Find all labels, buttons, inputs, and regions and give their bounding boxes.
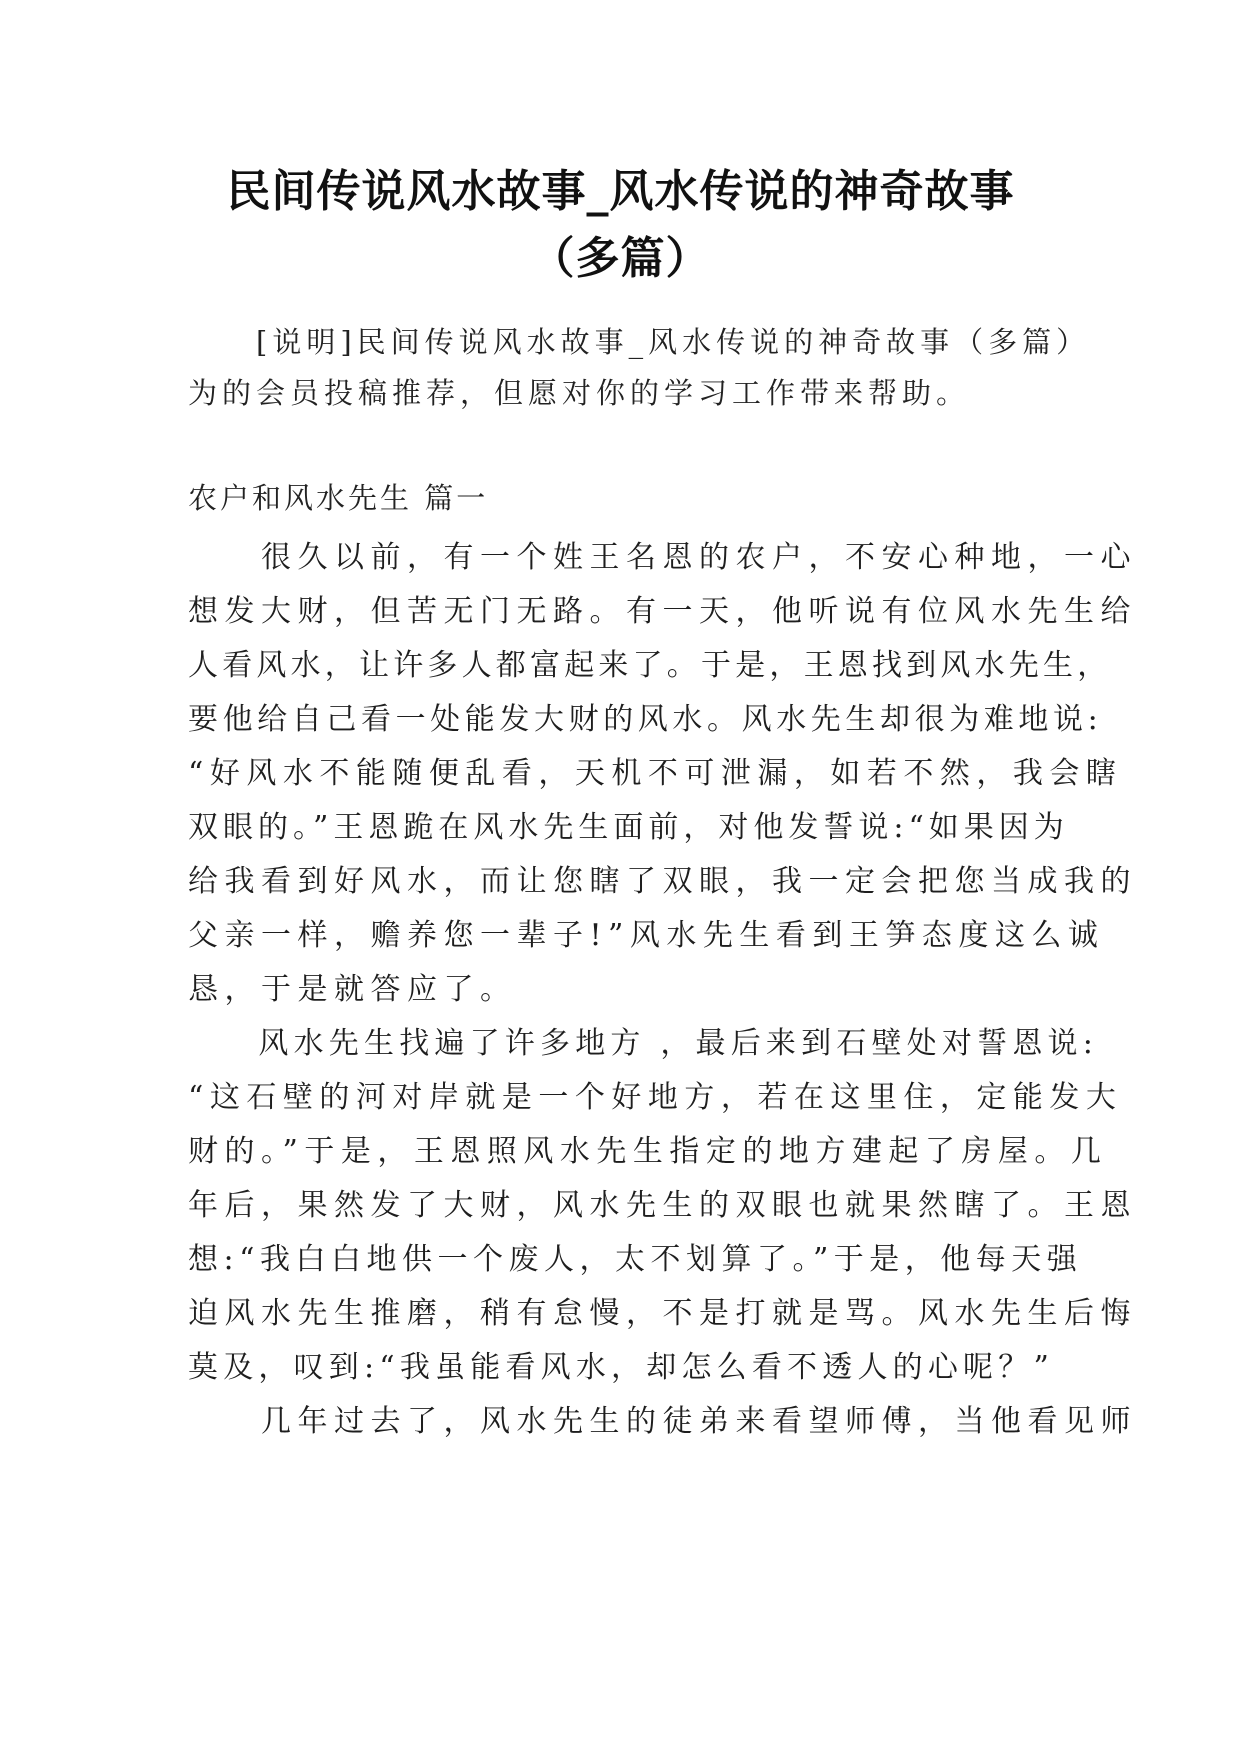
intro-line-1: [说明]民间传说风水故事_风水传说的神奇故事（多篇） — [188, 325, 1091, 359]
story-line: 父亲一样，赡养您一辈子!”风水先生看到王笋态度这么诚 — [188, 918, 1105, 953]
story-line: 风水先生找遍了许多地方 ，最后来到石壁处对誓恩说: — [188, 1026, 1099, 1061]
story-line: 给我看到好风水，而让您瞎了双眼，我一定会把您当成我的 — [188, 864, 1137, 899]
story-line: 想发大财，但苦无门无路。有一天，他听说有位风水先生给 — [188, 594, 1137, 629]
intro-line-2: 为的会员投稿推荐，但愿对你的学习工作带来帮助。 — [188, 376, 971, 410]
story-line: 很久以前，有一个姓王名恩的农户，不安心种地，一心 — [188, 540, 1137, 575]
story-line: 莫及，叹到:“我虽能看风水，却怎么看不透人的心呢？” — [188, 1350, 1054, 1385]
story-line: 想:“我白白地供一个废人，太不划算了。”于是，他每天强 — [188, 1242, 1083, 1277]
story-line: 要他给自己看一处能发大财的风水。风水先生却很为难地说: — [188, 702, 1103, 737]
document-title-line-1: 民间传说风水故事_风水传说的神奇故事 — [226, 166, 1015, 217]
story-line: “好风水不能随便乱看，天机不可泄漏，如若不然，我会瞎 — [188, 756, 1123, 791]
story-line: 迫风水先生推磨，稍有怠慢，不是打就是骂。风水先生后悔 — [188, 1296, 1137, 1331]
story-line: “这石壁的河对岸就是一个好地方，若在这里住，定能发大 — [188, 1080, 1123, 1115]
story-line: 恳，于是就答应了。 — [188, 972, 517, 1007]
story-line: 几年过去了，风水先生的徒弟来看望师傅，当他看见师 — [188, 1404, 1137, 1439]
story-line: 财的。”于是，王恩照风水先生指定的地方建起了房屋。几 — [188, 1134, 1108, 1169]
section-heading: 农户和风水先生 篇一 — [188, 481, 489, 515]
story-line: 双眼的。”王恩跪在风水先生面前，对他发誓说:“如果因为 — [188, 810, 1069, 845]
story-line: 年后，果然发了大财，风水先生的双眼也就果然瞎了。王恩 — [188, 1188, 1137, 1223]
story-line: 人看风水，让许多人都富起来了。于是，王恩找到风水先生， — [188, 648, 1112, 683]
document-title-line-2: （多篇） — [530, 233, 711, 284]
